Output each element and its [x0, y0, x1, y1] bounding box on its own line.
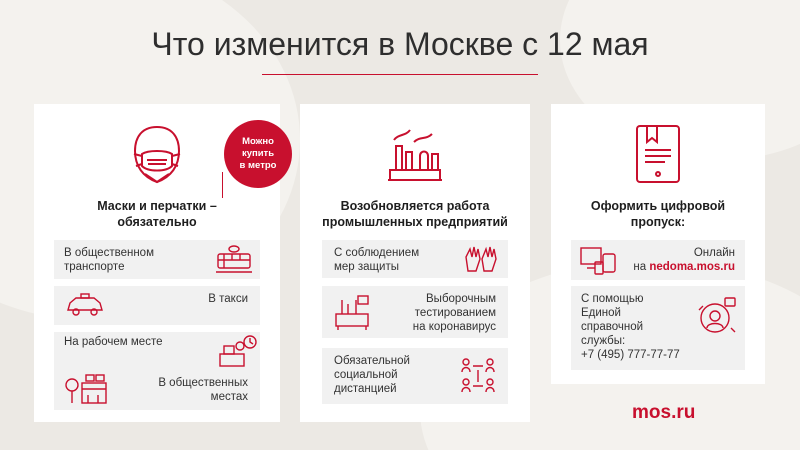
shops-icon — [64, 373, 112, 407]
list-item: В общественных местах — [54, 370, 260, 410]
list-item: С помощью Единой справочной службы: +7 (495) 777-77-77 — [571, 286, 745, 370]
taxi-icon — [64, 292, 106, 320]
card-title: Возобновляется работа промышленных предприятий — [322, 199, 508, 229]
devices-icon — [579, 244, 619, 276]
metro-badge: Можно купить в метро — [224, 120, 292, 188]
train-icon — [214, 244, 254, 276]
card-pass — [551, 104, 765, 384]
nedoma-link[interactable]: nedoma.mos.ru — [649, 261, 735, 273]
list-item: В общественном транспорте — [54, 240, 260, 279]
title-divider — [262, 74, 538, 75]
list-item: На рабочем месте — [54, 332, 260, 371]
face-mask-icon — [128, 124, 186, 186]
list-item: В такси — [54, 286, 260, 325]
lab-test-icon — [332, 292, 372, 332]
list-item: С соблюдением мер защиты — [322, 240, 508, 278]
factory-icon — [384, 124, 446, 186]
document-tablet-icon — [633, 122, 683, 186]
office-worker-icon — [218, 334, 258, 368]
list-item: Обязательной социальной дистанцией — [322, 348, 508, 404]
card-title: Маски и перчатки – обязательно — [97, 199, 217, 229]
page-title: Что изменится в Москве с 12 мая — [151, 26, 649, 62]
list-item: Онлайн на nedoma.mos.ru — [571, 240, 745, 280]
phone-support-icon — [695, 296, 737, 338]
gloves-icon — [462, 243, 500, 275]
card-title: Оформить цифровой пропуск: — [590, 199, 726, 229]
card-industry — [300, 104, 530, 422]
list-item: Выборочным тестированием на коронавирус — [322, 286, 508, 338]
mos-ru-logo[interactable]: mos.ru — [632, 402, 696, 423]
distance-icon — [458, 356, 498, 396]
